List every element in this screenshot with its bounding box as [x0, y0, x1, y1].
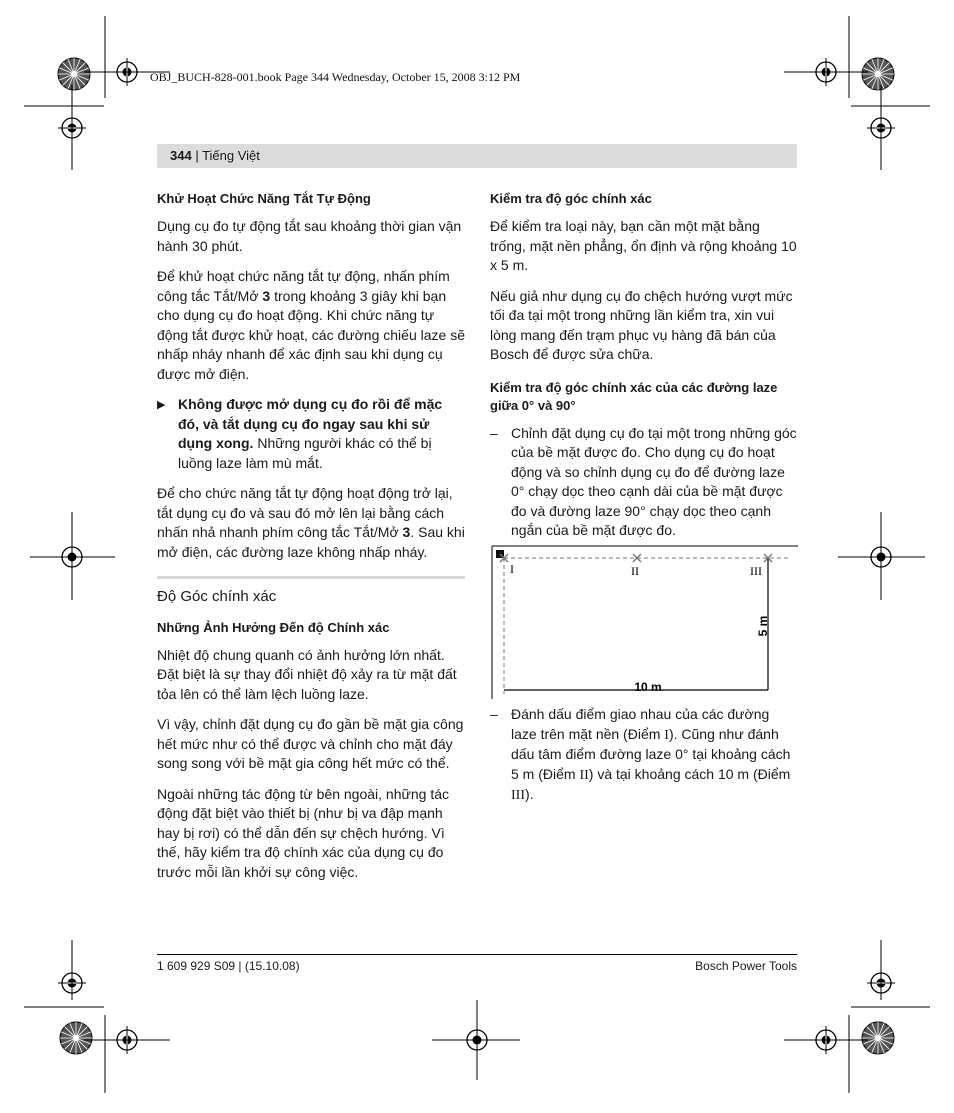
warning-item: ▶ Không được mở dụng cụ đo rồi để mặc đó, và tắt dụng cụ đo ngay sau khi sử dụng xong. Những người khác có thể bị luồng laze làm mù mắt.: [157, 395, 465, 473]
paragraph: Nếu giả như dụng cụ đo chệch hướng vượt mức tối đa tại một trong những lần kiểm tra, xin vui lòng mang đến trạm phục vụ hàng đã bán của Bosch để được sửa chữa.: [490, 287, 793, 362]
warning-arrow-icon: ▶: [157, 399, 166, 411]
page-number: 344: [170, 148, 192, 163]
section-title: Độ Góc chính xác: [157, 588, 277, 605]
width-label: 10 m: [634, 680, 662, 694]
paragraph: Vì vậy, chỉnh đặt dụng cụ đo gần bề mặt gia công hết mức như có thể được và chỉnh cho mặt đáy song song với bề mặt gia công hết mức có thể.: [157, 716, 464, 771]
header-language: | Tiếng Việt: [191, 148, 260, 163]
heading-angle-check-0-90: Kiểm tra độ góc chính xác của các đường laze giữa 0° và 90°: [490, 379, 778, 413]
paragraph: Nhiệt độ chung quanh có ảnh hưởng lớn nhất. Đặt biệt là sự thay đổi nhiệt độ xảy ra từ mặt đất tỏa lên có thể làm lệch luồng laze.: [157, 646, 457, 702]
list-item: – Đánh dấu điểm giao nhau của các đường laze trên mặt nền (Điểm I). Cũng như đánh dấu tâm điểm đường laze 0° tại khoảng cách 5 m (Điểm II) và tại khoảng cách 10 m (Điểm III).: [490, 706, 791, 803]
list-item: – Chỉnh đặt dụng cụ đo tại một trong những góc của bề mặt được đo. Cho dụng cụ đo hoạt động và so chỉnh dụng cụ đo để đường laze 0° chạy dọc theo cạnh dài của bề mặt được đo và đường laze 90° chạy dọc theo cạnh ngắn của bề mặt được đo.: [490, 424, 797, 538]
section-divider: [157, 576, 465, 579]
print-info-line: OBJ_BUCH-828-001.book Page 344 Wednesday, October 15, 2008 3:12 PM: [150, 70, 521, 84]
paragraph: Để khử hoạt chức năng tắt tự động, nhấn phím công tắc Tắt/Mở 3 trong khoảng 3 giây khi bạn cho dụng cụ đo hoạt động. Khi chức năng tự động tắt được khử hoạt, các đường chiếu laze sẽ nhấp nháy nhanh để xác định sau khi dụng cụ được mở điện.: [157, 268, 465, 382]
point-label-i: I: [510, 562, 514, 576]
paragraph: Dụng cụ đo tự động tắt sau khoảng thời gian vận hành 30 phút.: [157, 218, 462, 254]
point-label-ii: II: [631, 564, 639, 578]
heading-auto-off: Khử Hoạt Chức Năng Tắt Tự Động: [157, 191, 371, 206]
paragraph: Để cho chức năng tắt tự động hoạt động trở lại, tắt dụng cụ đo và sau đó mở lên lại bằng cách nhấn nhả nhanh phím công tắc Tắt/Mở 3. Sau khi mở điện, các đường laze không nhấp nháy.: [157, 485, 465, 560]
heading-angle-check: Kiểm tra độ góc chính xác: [490, 191, 652, 206]
right-column-continued: [490, 705, 798, 817]
paragraph: Ngoài những tác động từ bên ngoài, những tác động đặt biệt vào thiết bị (như bị va đập mạnh hay bị rơi) có thể dẫn đến sự chệch hướng. Vì thế, hãy kiểm tra độ chính xác của dụng cụ đo trước mỗi lần khởi sự công việc.: [157, 785, 449, 880]
right-column: [490, 190, 798, 552]
left-column: [157, 190, 465, 893]
height-label: 5 m: [756, 615, 770, 637]
heading-influences: Những Ảnh Hưởng Đến độ Chính xác: [157, 619, 390, 635]
footer-brand: Bosch Power Tools: [695, 959, 797, 973]
measurement-diagram: [490, 544, 800, 704]
point-label-iii: III: [750, 564, 762, 578]
paragraph: Để kiểm tra loại này, bạn cần một mặt bằng trống, mặt nền phẳng, ổn định và rộng khoảng 10 x 5 m.: [490, 218, 797, 273]
footer-doc-code: 1 609 929 S09 | (15.10.08): [157, 959, 300, 973]
footer-divider: [157, 954, 797, 955]
warning-bold-text: Không được mở dụng cụ đo rồi để mặc đó, và tắt dụng cụ đo ngay sau khi sử dụng xong.: [178, 396, 443, 451]
page-header: [170, 148, 260, 163]
